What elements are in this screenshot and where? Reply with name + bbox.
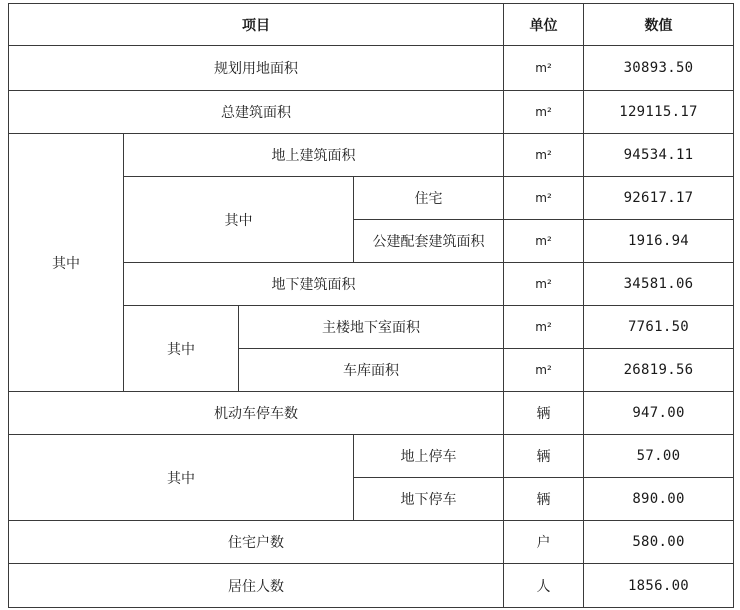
households-value: 580.00 <box>584 521 734 564</box>
header-item: 项目 <box>9 4 504 46</box>
above-ground-label: 地上建筑面积 <box>124 134 504 177</box>
land-area-unit: m² <box>504 46 584 91</box>
underground-label: 地下建筑面积 <box>124 263 504 306</box>
garage-value: 26819.56 <box>584 349 734 392</box>
land-area-label: 规划用地面积 <box>9 46 504 91</box>
parking-above-value: 57.00 <box>584 435 734 478</box>
parking-above-unit: 辆 <box>504 435 584 478</box>
table-row <box>9 392 734 435</box>
main-basement-label: 主楼地下室面积 <box>239 306 504 349</box>
residents-value: 1856.00 <box>584 564 734 608</box>
total-floor-area-value: 129115.17 <box>584 91 734 134</box>
garage-unit: m² <box>504 349 584 392</box>
floor-area-group-label: 其中 <box>9 134 124 392</box>
households-label: 住宅户数 <box>9 521 504 564</box>
table-row <box>9 134 734 177</box>
main-basement-unit: m² <box>504 306 584 349</box>
total-floor-area-unit: m² <box>504 91 584 134</box>
land-area-value: 30893.50 <box>584 46 734 91</box>
underground-value: 34581.06 <box>584 263 734 306</box>
header-unit: 单位 <box>504 4 584 46</box>
above-ground-value: 94534.11 <box>584 134 734 177</box>
residents-unit: 人 <box>504 564 584 608</box>
parking-under-unit: 辆 <box>504 478 584 521</box>
garage-label: 车库面积 <box>239 349 504 392</box>
residential-label: 住宅 <box>354 177 504 220</box>
header-row <box>9 4 734 46</box>
residential-value: 92617.17 <box>584 177 734 220</box>
table-row <box>9 91 734 134</box>
underground-group-label: 其中 <box>124 306 239 392</box>
parking-group-label: 其中 <box>9 435 354 521</box>
public-facilities-unit: m² <box>504 220 584 263</box>
households-unit: 户 <box>504 521 584 564</box>
table-row <box>9 46 734 91</box>
public-facilities-label: 公建配套建筑面积 <box>354 220 504 263</box>
header-value: 数值 <box>584 4 734 46</box>
table-row <box>9 435 734 478</box>
indicator-table <box>8 3 734 608</box>
above-ground-unit: m² <box>504 134 584 177</box>
parking-under-label: 地下停车 <box>354 478 504 521</box>
parking-total-unit: 辆 <box>504 392 584 435</box>
parking-total-value: 947.00 <box>584 392 734 435</box>
underground-unit: m² <box>504 263 584 306</box>
parking-above-label: 地上停车 <box>354 435 504 478</box>
parking-under-value: 890.00 <box>584 478 734 521</box>
residential-unit: m² <box>504 177 584 220</box>
residents-label: 居住人数 <box>9 564 504 608</box>
above-ground-group-label: 其中 <box>124 177 354 263</box>
total-floor-area-label: 总建筑面积 <box>9 91 504 134</box>
table-row <box>9 564 734 608</box>
public-facilities-value: 1916.94 <box>584 220 734 263</box>
parking-total-label: 机动车停车数 <box>9 392 504 435</box>
main-basement-value: 7761.50 <box>584 306 734 349</box>
table-row <box>9 521 734 564</box>
